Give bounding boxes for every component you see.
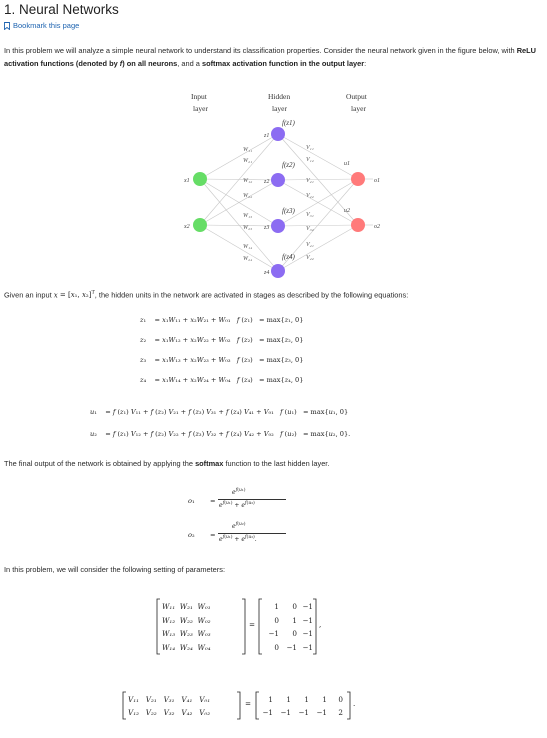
hidden-f-3: f(z3) xyxy=(282,207,295,215)
intro-text-3: : xyxy=(364,58,367,68)
input-label-2: layer xyxy=(193,104,208,113)
v-cell: 1 xyxy=(286,695,291,704)
output-o-label-2: o2 xyxy=(374,224,380,230)
given-text-2: , the hidden units in the network are activated in stages as described by the following equations: xyxy=(94,290,409,300)
eq-z3: z₃ = x₁W₁₃ + x₂W₂₃ + W₀₃ f (z₃) = max{z₃, 0} xyxy=(140,356,304,364)
matrix-w-symbols: W₁₁ W₂₁ W₀₁ W₁₂ W₂₂ W₀₂ W₁₃ W₂₃ W₀₃ W₁₄ W₂₄ W₀₄ xyxy=(162,602,211,652)
svg-text:W₂₃: W₂₃ xyxy=(243,225,253,231)
w-cell: 0 xyxy=(292,602,297,611)
bookmark-link[interactable] xyxy=(4,21,79,30)
output-o-label-1: o1 xyxy=(374,178,380,184)
input-node-label-2: x2 xyxy=(184,224,190,230)
svg-text:V₁₁: V₁₁ xyxy=(306,145,314,151)
intro-bold-2: softmax activation function in the output layer xyxy=(201,58,365,68)
intro-bold-1: ReLU activation functions (denoted by xyxy=(4,46,536,68)
hidden-node-3 xyxy=(271,219,285,233)
svg-text:W₂₄: W₂₄ xyxy=(243,256,253,262)
intro-text-2: , and a xyxy=(177,58,202,68)
svg-text:V₄₁: V₄₁ xyxy=(306,242,314,248)
hidden-node-2 xyxy=(271,173,285,187)
svg-text:W₂₁: W₂₁ xyxy=(243,158,253,164)
hidden-f-1: f(z1) xyxy=(282,119,295,127)
output-label-2: layer xyxy=(351,104,366,113)
v-cell: −1 xyxy=(280,708,291,717)
network-diagram xyxy=(170,88,385,283)
svg-text:V₃₁: V₃₁ xyxy=(306,212,314,218)
softmax-text-2: function to the last hidden layer. xyxy=(223,459,330,468)
eq-z4: z₄ = x₁W₁₄ + x₂W₂₄ + W₀₄ f (z₄) = max{z₄, 0} xyxy=(140,376,304,384)
matrix-v-equals: = xyxy=(245,699,252,708)
hidden-node-label-4: z4 xyxy=(264,270,270,276)
v-cell: −1 xyxy=(298,708,309,717)
given-paragraph xyxy=(4,287,541,302)
matrix-v-period: . xyxy=(353,699,356,708)
svg-text:V₃₂: V₃₂ xyxy=(306,226,314,232)
svg-text:W₁₄: W₁₄ xyxy=(243,244,253,250)
intro-paragraph xyxy=(4,45,541,70)
svg-text:V₂₁: V₂₁ xyxy=(306,178,314,184)
hidden-f-2: f(z2) xyxy=(282,161,295,169)
output-node-label-1: u1 xyxy=(344,161,350,167)
intro-text-1: In this problem we will analyze a simple neural network to understand its classification properties. Consider the neural network given in the figure below, with xyxy=(4,46,517,55)
matrix-v-equation xyxy=(121,690,361,722)
svg-text:W₂₂: W₂₂ xyxy=(243,193,253,199)
svg-text:W₁₁: W₁₁ xyxy=(243,147,253,153)
hidden-node-label-3: z3 xyxy=(264,225,270,231)
eq-z2: z₂ = x₁W₁₂ + x₂W₂₂ + W₀₂ f (z₂) = max{z₂, 0} xyxy=(140,336,304,344)
given-text-1: Given an input xyxy=(4,290,54,300)
v-cell: 1 xyxy=(322,695,327,704)
output-node-2 xyxy=(351,218,365,232)
w-cell: −1 xyxy=(268,629,279,638)
w-cell: 1 xyxy=(292,615,297,625)
matrix-v-symbols: V₁₁ V₂₁ V₃₁ V₄₁ V₀₁ V₁₂ V₂₂ V₃₂ V₄₂ V₀₂ xyxy=(128,695,211,717)
input-node-label-1: x1 xyxy=(184,178,190,184)
matrix-w-values xyxy=(263,600,313,654)
hidden-node-4 xyxy=(271,264,285,278)
hidden-node-label-2: z2 xyxy=(264,179,270,185)
hidden-node-label-1: z1 xyxy=(264,133,270,139)
hidden-node-1 xyxy=(271,127,285,141)
output-label-1: Output xyxy=(346,92,367,101)
bookmark-icon xyxy=(4,22,10,30)
w-cell: −1 xyxy=(302,642,313,652)
w-cell: −1 xyxy=(302,602,313,611)
eq-o2: o₂ = $e^{f(u_2)}$ $e^{f(u_1)} + e^{f(u_2)}$. xyxy=(188,522,308,548)
w-cell: 0 xyxy=(274,615,279,625)
softmax-text-1: The final output of the network is obtained by applying the xyxy=(4,459,196,468)
v-cell: −1 xyxy=(262,708,273,717)
w-cell: −1 xyxy=(286,642,297,652)
input-node-2 xyxy=(193,218,207,232)
intro-bold-1b: ) on all neurons xyxy=(122,58,178,68)
v-cell: 2 xyxy=(338,708,343,717)
softmax-bold: softmax xyxy=(195,459,224,468)
svg-text:W₁₃: W₁₃ xyxy=(243,213,253,219)
v-cell: 1 xyxy=(268,695,273,704)
hidden-label-2: layer xyxy=(272,104,287,113)
v-cell: 0 xyxy=(338,695,343,704)
v-cell: −1 xyxy=(316,708,327,717)
page-title: 1. Neural Networks xyxy=(4,2,119,17)
svg-text:W₁₂: W₁₂ xyxy=(243,178,253,184)
input-vector-math: x xyxy=(53,291,58,300)
matrix-w-comma: , xyxy=(319,620,322,629)
eq-o1: o₁ = $e^{f(u_1)}$ $e^{f(u_1)} + e^{f(u_2)}$ xyxy=(188,488,308,514)
w-cell: −1 xyxy=(302,629,313,638)
output-node-1 xyxy=(351,172,365,186)
matrix-w-equals: = xyxy=(249,620,256,629)
softmax-paragraph xyxy=(4,458,541,471)
svg-text:V₄₂: V₄₂ xyxy=(306,255,314,261)
eq-z1: z₁ = x₁W₁₁ + x₂W₂₁ + W₀₁ f (z₁) = max{z₁, 0} xyxy=(140,316,304,324)
hidden-label-1: Hidden xyxy=(268,92,291,101)
w-cell: 1 xyxy=(274,602,279,611)
hidden-f-4: f(z4) xyxy=(282,253,295,261)
svg-text:V₁₂: V₁₂ xyxy=(306,157,314,163)
v-cell: 1 xyxy=(304,695,309,704)
input-node-1 xyxy=(193,172,207,186)
w-cell: −1 xyxy=(302,615,313,625)
eq-u2: u₂ = f (z₁) V₁₂ + f (z₂) V₂₂ + f (z₃) V₃₂ + f (z₄) V₄₂ + V₀₂ f (u₂) = max{u₂, 0}. xyxy=(90,430,351,438)
bookmark-label: Bookmark this page xyxy=(13,21,80,30)
connections xyxy=(200,134,373,271)
output-node-label-2: u2 xyxy=(344,208,350,214)
matrix-v-values xyxy=(259,693,343,719)
matrix-w-equation xyxy=(155,597,335,657)
w-cell: 0 xyxy=(274,642,279,652)
w-cell: 0 xyxy=(292,629,297,638)
input-vector-eq: = [x₁, x₂]$^T$ xyxy=(57,290,95,300)
params-paragraph: In this problem, we will consider the following setting of parameters: xyxy=(4,565,226,574)
intro-bold-f: f xyxy=(119,58,123,68)
eq-u1: u₁ = f (z₁) V₁₁ + f (z₂) V₂₁ + f (z₃) V₃₁ + f (z₄) V₄₁ + V₀₁ f (u₁) = max{u₁, 0} xyxy=(90,408,349,416)
svg-text:V₂₂: V₂₂ xyxy=(306,193,314,199)
input-label-1: Input xyxy=(191,92,207,101)
